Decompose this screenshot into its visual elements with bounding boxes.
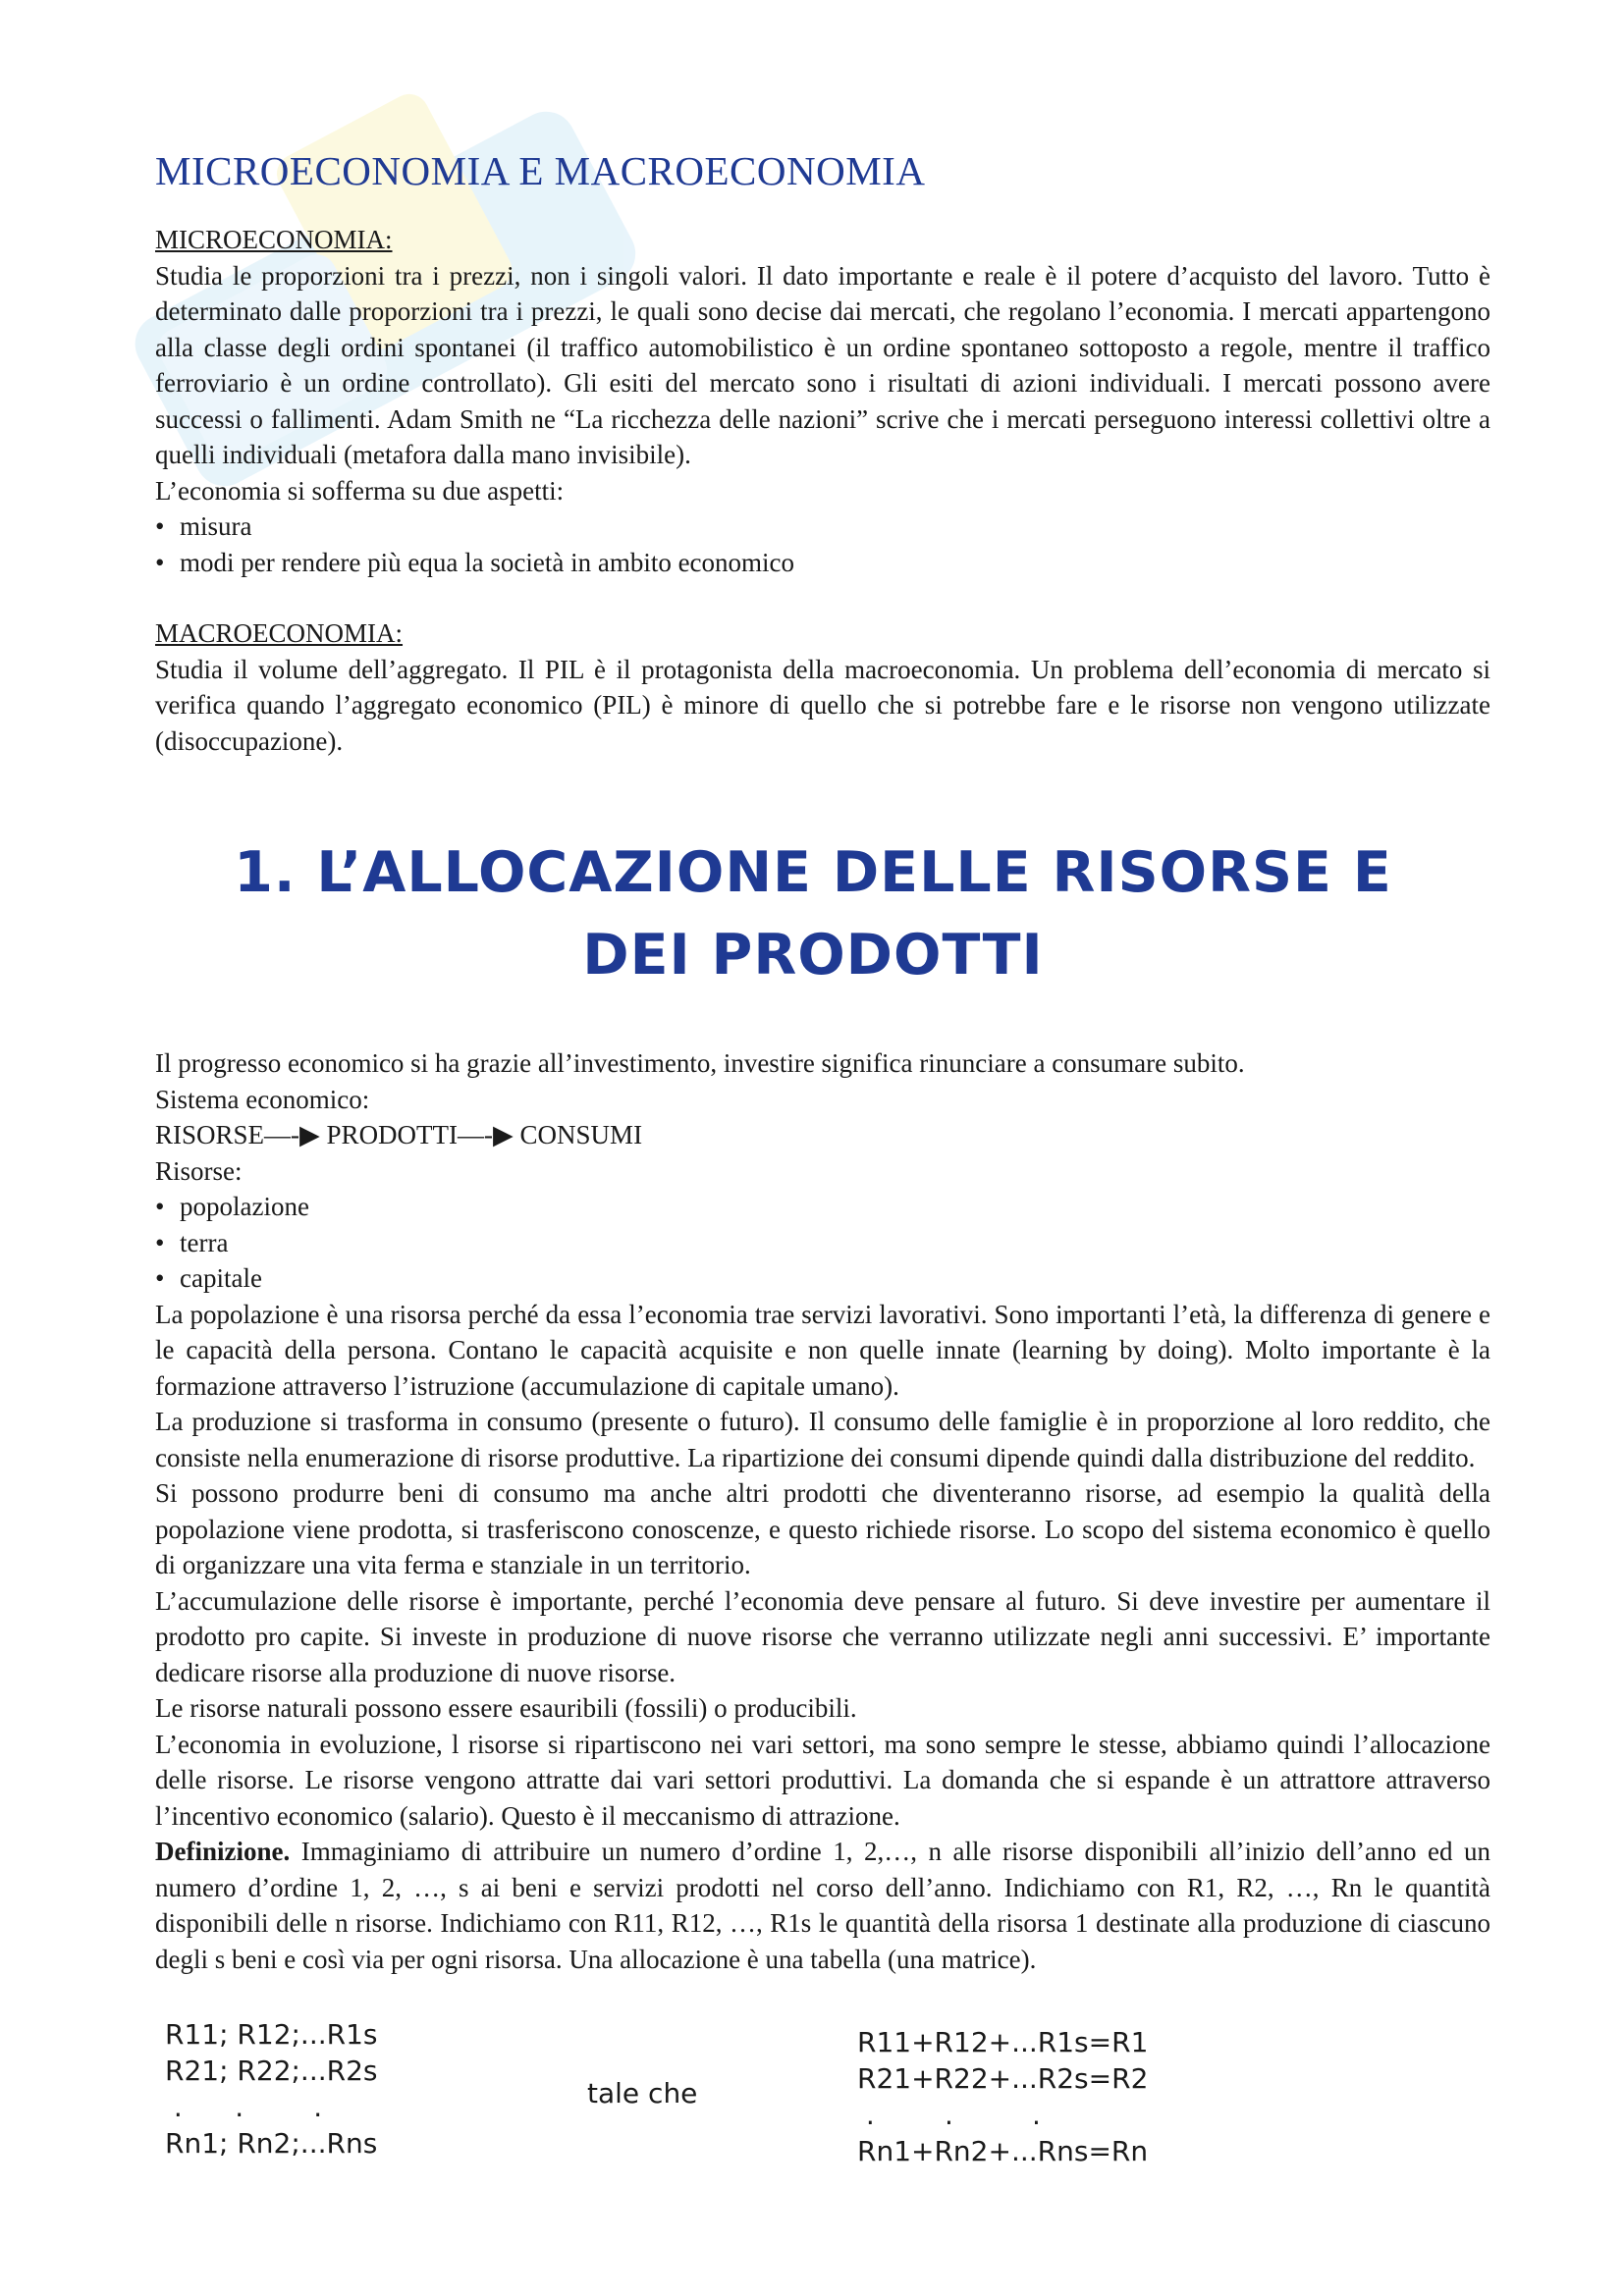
matrix-row: R11+R12+...R1s=R1 [857,2026,1149,2058]
matrix-row: Rn1+Rn2+...Rns=Rn [857,2135,1149,2167]
flow-line: RISORSE—-▶ PRODOTTI—-▶ CONSUMI [155,1120,643,1149]
chapter-line-1: 1. L’ALLOCAZIONE DELLE RISORSE E [234,840,1392,905]
macro-paragraph: Studia il volume dell’aggregato. Il PIL è il protagonista della macroeconomia. Un problema dell’economia di mercato si verifica quando l’aggregato economico (PIL) è minore di quello che si potrebbe fare e le risorse non vengono utilizzate (disoccupazione). [155,654,1490,756]
page-title: MICROECONOMIA E MACROECONOMIA [155,148,926,193]
document-page [155,147,1490,2213]
aspects-list [155,508,1490,580]
matrix-row: . . . [857,2099,1041,2131]
system-label: Sistema economico: [155,1084,370,1114]
paragraph-population: La popolazione è una risorsa perché da essa l’economia trae servizi lavorativi. Sono importanti l’età, la differenza di genere e le capacità della persona. Contano le capacità acquisite e non quelle innate (learning by doing). Molto importante è la formazione attraverso l’istruzione (accumulazione di capitale umano). [155,1299,1490,1401]
matrix-left [165,2016,378,2162]
chapter-heading [135,831,1490,996]
matrix-right [857,2024,1148,2169]
definition-text: Immaginiamo di attribuire un numero d’ordine 1, 2,…, n alle risorse disponibili all’inizio dell’anno ed un numero d’ordine 1, 2, …, s ai beni e servizi prodotti nel corso dell’anno. Indichiamo con R1, R2, …, Rn le quantità disponibili delle n risorse. Indichiamo con R11, R12, …, R1s le quantità della risorsa 1 destinate alla produzione di ciascuno degli s beni e così via per ogni risorsa. Una allocazione è una tabella (una matrice). [155,1837,1490,1974]
allocation-matrix [155,2016,1490,2213]
macro-section [155,615,1490,759]
micro-heading: MICROECONOMIA: [155,225,393,254]
paragraph-accumulation: L’accumulazione delle risorse è importante, perché l’economia deve pensare al futuro. Si deve investire per aumentare il prodotto pro capite. Si investe in produzione di nuove risorse che verranno utilizzate negli anni successivi. E’ importante dedicare risorse alla produzione di nuove risorse. [155,1585,1490,1687]
chapter-line-2: DEI PRODOTTI [582,923,1044,988]
intro-paragraph: Il progresso economico si ha grazie all’investimento, investire significa rinunciare a consumare subito. [155,1048,1245,1078]
matrix-connector: tale che [587,2077,698,2109]
matrix-row: . . . [165,2091,323,2123]
matrix-row: Rn1; Rn2;...Rns [165,2127,378,2160]
resources-list [155,1189,1490,1297]
matrix-row: R11; R12;...R1s [165,2018,378,2051]
list-item: • popolazione [155,1189,1490,1225]
paragraph-evolution: L’economia in evoluzione, l risorse si ripartiscono nei vari settori, ma sono sempre le stesse, abbiamo quindi l’allocazione delle risorse. Le risorse vengono attratte dai vari settori produttivi. La domanda che si espande è un attrattore attraverso l’incentivo economico (salario). Questo è il meccanismo di attrazione. [155,1729,1490,1831]
paragraph-production: La produzione si trasforma in consumo (presente o futuro). Il consumo delle famiglie è in proporzione al loro reddito, che consiste nella enumerazione di risorse produttive. La ripartizione dei consumi dipende quindi dalla distribuzione del reddito. [155,1407,1490,1472]
matrix-row: R21; R22;...R2s [165,2055,378,2087]
list-item: • capitale [155,1260,1490,1297]
macro-heading: MACROECONOMIA: [155,618,404,648]
list-item: • terra [155,1225,1490,1261]
matrix-row: R21+R22+...R2s=R2 [857,2062,1149,2095]
paragraph-natural-resources: Le risorse naturali possono essere esauribili (fossili) o producibili. [155,1693,857,1723]
chapter-body [155,1045,1490,1977]
list-item: • misura [155,508,1490,545]
paragraph-goods: Si possono produrre beni di consumo ma anche altri prodotti che diventeranno risorse, ad esempio la qualità della popolazione viene prodotta, si trasferiscono conoscenze, e questo richiede risorse. Lo scopo del sistema economico è quello di organizzare una vita ferma e stanziale in un territorio. [155,1478,1490,1579]
resources-label: Risorse: [155,1155,243,1186]
definition-paragraph [155,1834,1490,1977]
definition-label: Definizione. [155,1837,291,1866]
micro-paragraph: Studia le proporzioni tra i prezzi, non i singoli valori. Il dato importante e reale è il potere d’acquisto del lavoro. Tutto è determinato dalle proporzioni tra i prezzi, le quali sono decise dai mercati, che regolano l’economia. I mercati appartengono alla classe degli ordini spontanei (il traffico automobilistico è un ordine spontaneo sottoposto a regole, mentre il traffico ferroviario è un ordine controllato). Gli esiti del mercato sono i risultati di azioni individuali. I mercati possono avere successi o fallimenti. Adam Smith ne “La ricchezza delle nazioni” scrive che i mercati perseguono interessi collettivi oltre a quelli individuali (metafora dalla mano invisibile). [155,260,1490,469]
micro-section [155,222,1490,580]
list-item: • modi per rendere più equa la società in ambito economico [155,545,1490,581]
aspects-intro: L’economia si sofferma su due aspetti: [155,475,565,506]
